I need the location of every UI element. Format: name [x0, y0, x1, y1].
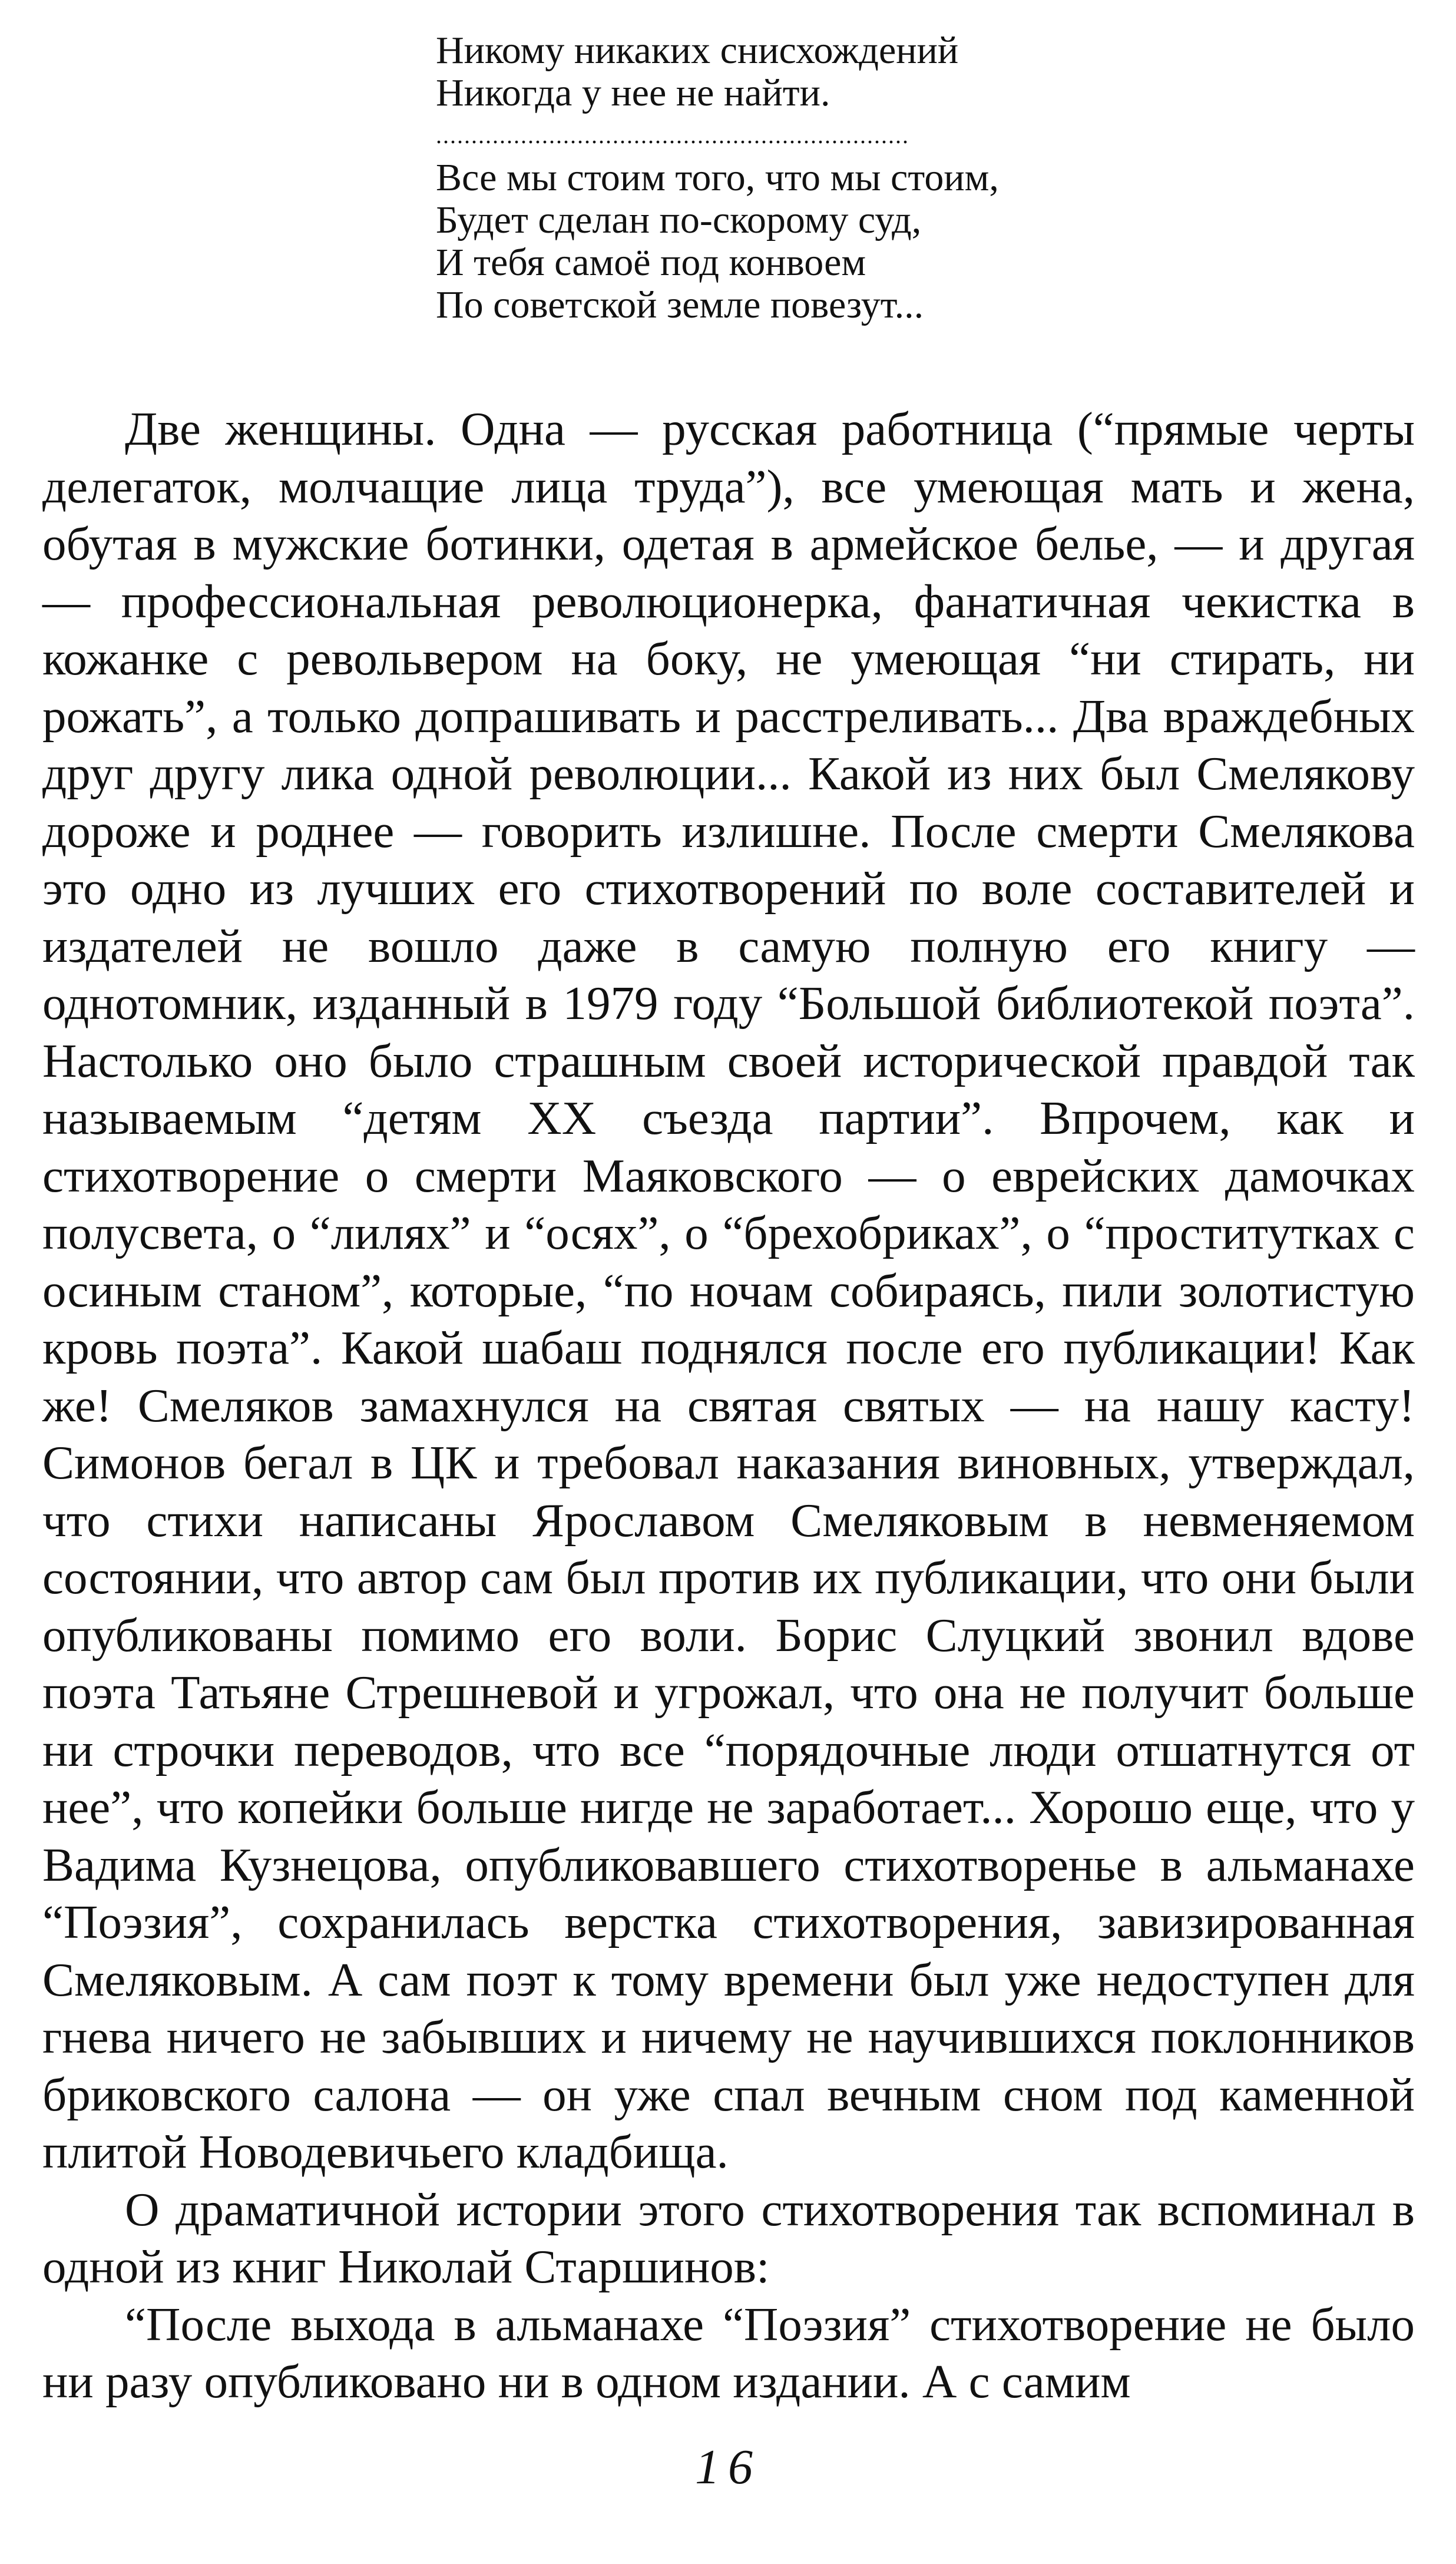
- body-text: [42, 401, 1415, 2411]
- poem-line: Будет сделан по-скорому суд,: [436, 198, 922, 241]
- poem-line: По советской земле повезут...: [436, 283, 924, 326]
- paragraph: “После выхода в альманахе “Поэзия” стихотворение не было ни разу опубликовано ни в одном издании. А с самим: [42, 2297, 1415, 2408]
- poem-line: Никогда у нее не найти.: [436, 71, 830, 114]
- poem-line: И тебя самоё под конвоем: [436, 241, 866, 284]
- poem-excerpt: [436, 29, 1143, 326]
- poem-line: Никому никаких снисхождений: [436, 29, 959, 72]
- page-number: 16: [695, 2440, 761, 2494]
- paragraph: О драматичной истории этого стихотворения так вспоминал в одной из книг Николай Старшинов:: [42, 2182, 1415, 2293]
- poem-omission-dots: ...................................................................: [436, 122, 909, 148]
- poem-line: Все мы стоим того, что мы стоим,: [436, 156, 999, 199]
- paragraph: Две женщины. Одна — русская работница (“прямые черты делегаток, молчащие лица труда”), все умеющая мать и жена, обутая в мужские ботинки, одетая в армейское белье, — и другая — профессиональная революционерка, фанатичная чекистка в кожанке с револьвером на боку, не умеющая “ни стирать, ни рожать”, а только допрашивать и расстреливать... Два враждебных друг другу лика одной революции... Какой из них был Смелякову дороже и роднее — говорить излишне. После смерти Смелякова это одно из лучших его стихотворений по воле составителей и издателей не вошло даже в самую полную его книгу — однотомник, изданный в 1979 году “Большой библиотекой поэта”. Настолько оно было страшным своей исторической правдой так называемым “детям XX съезда партии”. Впрочем, как и стихотворение о смерти Маяковского — о еврейских дамочках полусвета, о “лилях” и “осях”, о “брехобриках”, о “проститутках с осиным станом”, которые, “по ночам собираясь, пили золотистую кровь поэта”. Какой шабаш поднялся после его публикации! Как же! Смеляков замахнулся на святая святых — на нашу касту! Симонов бегал в ЦК и требовал наказания виновных, утверждал, что стихи написаны Ярославом Смеляковым в невменяемом состоянии, что автор сам был против их публикации, что они были опубликованы помимо его воли. Борис Слуцкий звонил вдове поэта Татьяне Стрешневой и угрожал, что она не получит больше ни строчки переводов, что все “порядочные люди отшатнутся от нее”, что копейки больше нигде не заработает... Хорошо еще, что у Вадима Кузнецова, опубликовавшего стихотворенье в альманахе “Поэзия”, сохранилась верстка стихотворения, завизированная Смеляковым. А сам поэт к тому времени был уже недоступен для гнева ничего не забывших и ничему не научившихся поклонников бриковского салона — он уже спал вечным сном под каменной плитой Новодевичьего кладбища.: [42, 402, 1415, 2178]
